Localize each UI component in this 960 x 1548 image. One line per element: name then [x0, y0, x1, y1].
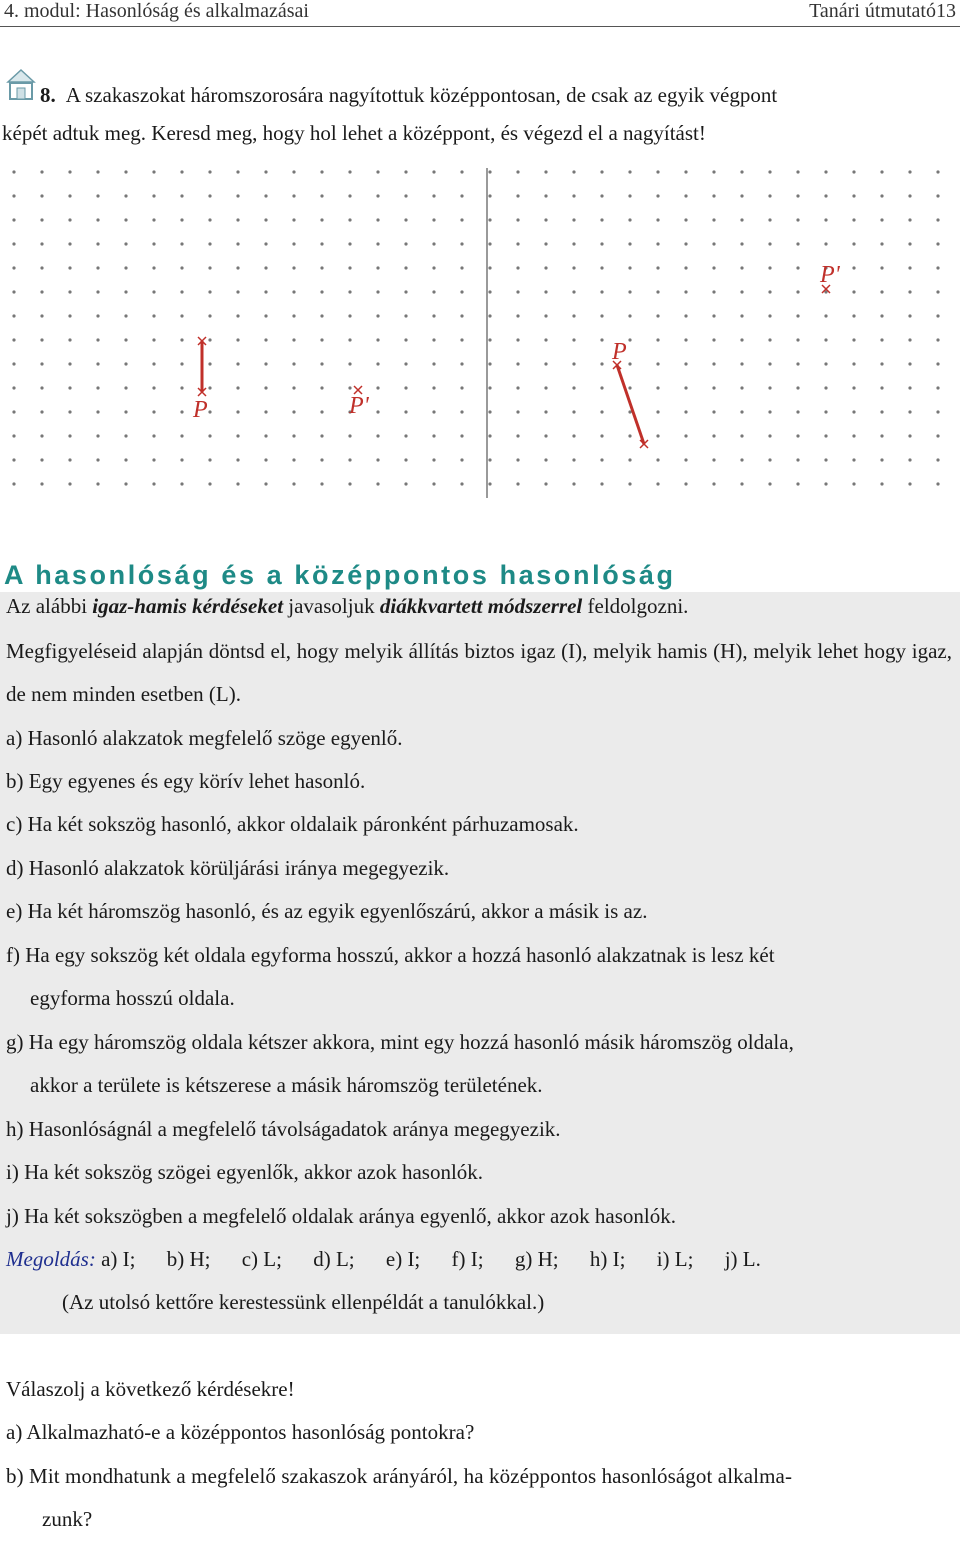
intro-text-c: javasoljuk [288, 594, 375, 618]
section-title: A hasonlóság és a középpontos hasonlóság [4, 560, 676, 590]
intro-text-b: igaz-hamis kérdéseket [92, 594, 284, 618]
right-label-P: P [612, 339, 627, 365]
questions-heading: Válaszolj a következő kérdésekre! [6, 1377, 295, 1401]
statement-g-cont [6, 1073, 543, 1098]
task-text-line2: képét adtuk meg. Keresd meg, hogy hol lehet a középpont, és végezd el a nagyítást! [2, 121, 706, 145]
solution-h: h) I; [589, 1247, 626, 1271]
task-8 [2, 76, 958, 152]
statement-g-cont-text: akkor a területe is kétszerese a másik háromszög területének. [30, 1073, 543, 1097]
left-label-P-prime: P' [349, 393, 369, 419]
solution-g: g) H; [514, 1247, 559, 1271]
header-module-title: 4. modul: Hasonlóság és alkalmazásai [4, 0, 309, 22]
intro-text-e: feldolgozni. [587, 594, 689, 618]
solution-f: f) I; [451, 1247, 484, 1271]
statement-b: b) Egy egyenes és egy körív lehet hasonló. [6, 769, 366, 793]
dot-grid-figure [0, 160, 960, 505]
statement-e: e) Ha két háromszög hasonló, és az egyik egyenlőszárú, akkor a másik is az. [6, 899, 648, 923]
solution-c: c) L; [241, 1247, 282, 1271]
statement-h: h) Hasonlóságnál a megfelelő távolságadatok aránya megegyezik. [6, 1117, 561, 1141]
statement-j: j) Ha két sokszögben a megfelelő oldalak aránya egyenlő, akkor azok hasonlók. [6, 1204, 677, 1228]
question-b-cont: zunk? [42, 1507, 93, 1531]
header-guide-label: Tanári útmutató [809, 0, 936, 22]
question-a: a) Alkalmazható-e a középpontos hasonlóság pontokra? [6, 1420, 475, 1444]
solution-note: (Az utolsó kettőre kerestessünk ellenpéldát a tanulókkal.) [62, 1290, 545, 1314]
solution-label: Megoldás: [6, 1247, 96, 1271]
task-number: 8. [40, 83, 56, 107]
intro-text-d: diákkvartett módszerrel [379, 594, 583, 618]
solution-line [6, 1247, 761, 1272]
intro-line [6, 594, 688, 619]
statement-i: i) Ha két sokszög szögei egyenlők, akkor azok hasonlók. [6, 1160, 484, 1184]
page-number: 13 [936, 0, 956, 22]
instruction: Megfigyeléseid alapján döntsd el, hogy melyik állítás biztos igaz (I), melyik hamis (H), melyik lehet hogy igaz, de nem minden esetben (L). [6, 639, 952, 706]
solution-d: d) L; [313, 1247, 355, 1271]
intro-text-a: Az alábbi [6, 594, 88, 618]
right-label-P-prime: P' [820, 262, 840, 288]
statement-a: a) Hasonló alakzatok megfelelő szöge egyenlő. [6, 726, 403, 750]
page-header [0, 0, 960, 27]
statement-f: f) Ha egy sokszög két oldala egyforma hosszú, akkor a hozzá hasonló alakzatnak is lesz két [6, 943, 775, 967]
solution-b: b) H; [166, 1247, 211, 1271]
solution-i: i) L; [656, 1247, 694, 1271]
statement-d: d) Hasonló alakzatok körüljárási iránya megegyezik. [6, 856, 450, 880]
statement-g: g) Ha egy háromszög oldala kétszer akkora, mint egy hozzá hasonló másik háromszög oldala, [6, 1030, 794, 1054]
statement-c: c) Ha két sokszög hasonló, akkor oldalaik páronként párhuzamosak. [6, 812, 579, 836]
solution-j: j) L. [724, 1247, 761, 1271]
solution-a: a) I; [101, 1247, 136, 1271]
task-text-line1: A szakaszokat háromszorosára nagyítottuk középpontosan, de csak az egyik végpont [65, 83, 778, 107]
statement-f-cont-text: egyforma hosszú oldala. [30, 986, 235, 1010]
left-label-P: P [193, 397, 208, 423]
statement-f-cont [6, 986, 235, 1011]
question-b: b) Mit mondhatunk a megfelelő szakaszok arányáról, ha középpontos hasonlóságot alkalma- [6, 1464, 793, 1488]
home-icon [6, 68, 36, 107]
solution-e: e) I; [385, 1247, 421, 1271]
